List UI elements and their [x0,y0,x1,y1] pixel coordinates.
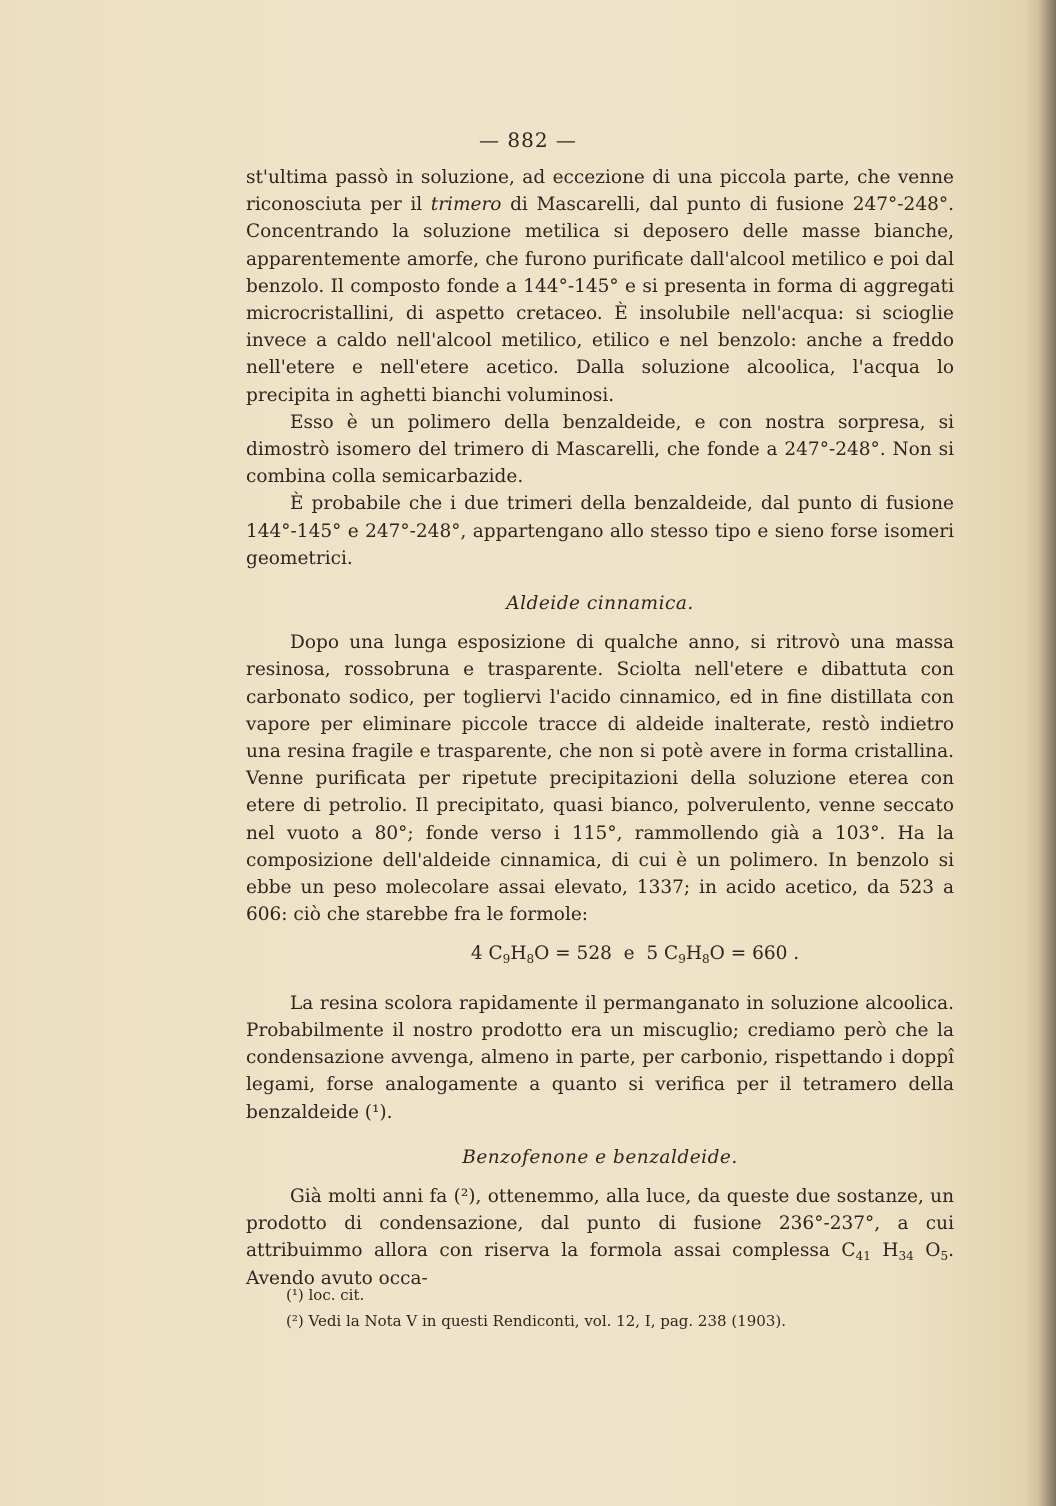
paragraph-1-start: st'ultima passò in soluzione, ad eccezione di una piccola parte, che venne riconosciuta per il [246,167,954,216]
body-text [246,164,954,1292]
page-number: — 882 — [479,128,577,152]
page-edge [1036,0,1056,1506]
paragraph-6: Già molti anni fa (²), ottenemmo, alla luce, da queste due sostanze, un prodotto di condensazione, dal punto di fusione 236°-237°, a cui attribuimmo allora con riserva la formola assai complessa $C_{41}$ $H_{34}$ $O_5$. Avendo avuto occa- [246,1185,955,1289]
paragraph-1 [246,164,954,409]
footnotes [286,1282,926,1334]
term-trimero: trimero [430,194,502,216]
footnote-2: (²) Vedi la Nota V in questi Rendiconti, vol. 12, I, pag. 238 (1903). [286,1312,786,1330]
section-heading-benzofenone: Benzofenone e benzaldeide. [462,1146,738,1168]
paragraph-5: La resina scolora rapidamente il permanganato in soluzione alcoolica. Probabilmente il nostro prodotto era un miscuglio; crediamo però che la condensazione avvenga, almeno in parte, per carbonio, rispettando i doppî legami, forse analogamente a quanto si verifica per il tetramero della benzaldeide (¹). [246,992,954,1123]
footnote-ref-2: (²), [453,1185,482,1207]
footnote-ref-1: (¹). [364,1101,393,1123]
paragraph-2: Esso è un polimero della benzaldeide, e con nostra sorpresa, si dimostrò isomero del trimero di Mascarelli, che fonde a 247°-248°. Non si combina colla semicarbazide. [246,411,954,488]
section-heading-aldeide-cinnamica: Aldeide cinnamica. [506,593,694,615]
molecular-formula: 4 $C_9H_8O = 528$ e 5 $C_9H_8O = 660$ . [470,943,800,967]
footnote-1: (¹) loc. cit. [286,1286,365,1304]
paragraph-4: Dopo una lunga esposizione di qualche anno, si ritrovò una massa resinosa, rossobruna e trasparente. Sciolta nell'etere e dibattuta con carbonato sodico, per togliervi l'acido cinnamico, ed in fine distillata con vapore per eliminare piccole tracce di aldeide inalterate, restò indietro una resina fragile e trasparente, che non si potè avere in forma cristallina. Venne purificata per ripetute precipitazioni della soluzione eterea con etere di petrolio. Il precipitato, quasi bianco, polverulento, venne seccato nel vuoto a 80°; fonde verso i 115°, rammollendo già a 103°. Ha la composizione dell'aldeide cinnamica, di cui è un polimero. In benzolo si ebbe un peso molecolare assai elevato, 1337; in acido acetico, da 523 a 606: ciò che starebbe fra le formole: [246,632,954,926]
paragraph-1-rest: di Mascarelli, dal punto di fusione 247°-248°. Concentrando la soluzione metilica si deposero delle masse bianche, apparentemente amorfe, che furono purificate dall'alcool metilico e poi dal benzolo. Il composto fonde a 144°-145° e si presenta in forma di aggregati microcristallini, di aspetto cretaceo. È insolubile nell'acqua: si scioglie invece a caldo nell'alcool metilico, etilico e nel benzolo: anche a freddo nell'etere e nell'etere acetico. Dalla soluzione alcoolica, l'acqua lo precipita in aghetti bianchi voluminosi. [246,194,954,406]
complex-formula: $C_{41}$ $H_{34}$ $O_5$ [841,1240,949,1264]
paragraph-3: È probabile che i due trimeri della benzaldeide, dal punto di fusione 144°-145° e 247°-248°, appartengano allo stesso tipo e sieno forse isomeri geometrici. [246,493,954,569]
